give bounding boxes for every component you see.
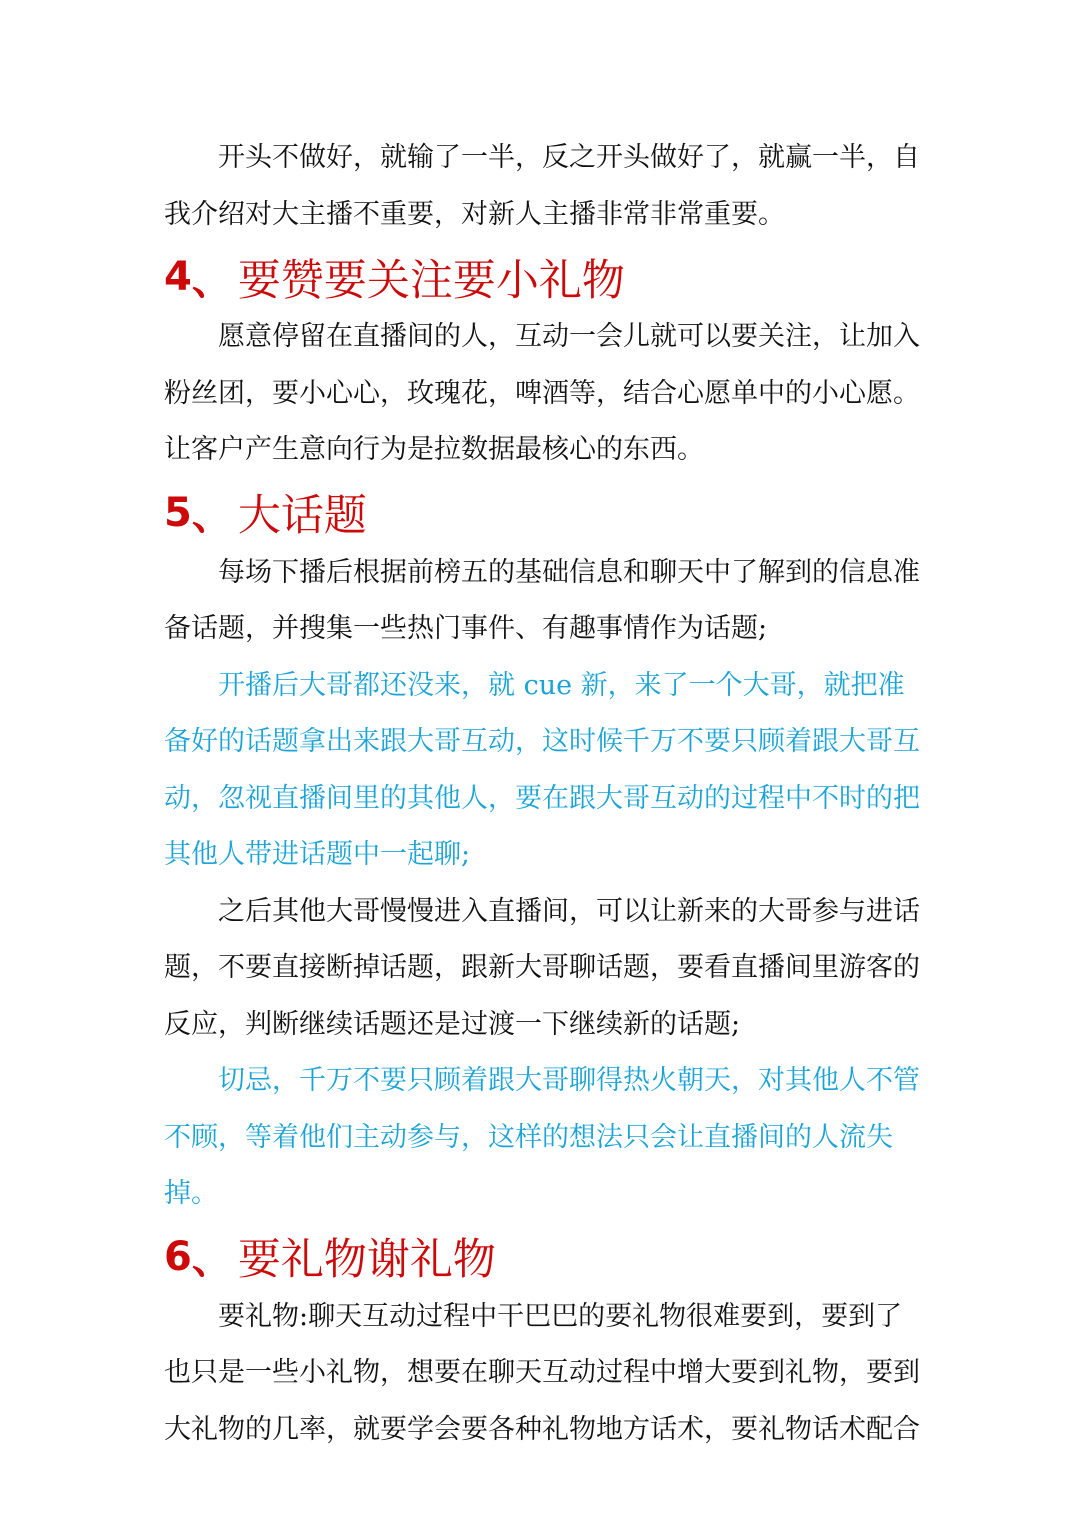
document-body	[164, 130, 920, 1458]
section-5-paragraph-2-highlight: 开播后大哥都还没来，就 cue 新，来了一个大哥，就把准备好的话题拿出来跟大哥互动，这时候千万不要只顾着跟大哥互动，忽视直播间里的其他人，要在跟大哥互动的过程中不时的把其他人带进话题中一起聊;	[164, 669, 920, 870]
section-5-paragraph-1: 每场下播后根据前榜五的基础信息和聊天中了解到的信息准备话题，并搜集一些热门事件、有趣事情作为话题;	[164, 556, 920, 644]
section-4-heading	[164, 245, 920, 309]
section-5-paragraph-3: 之后其他大哥慢慢进入直播间，可以让新来的大哥参与进话题，不要直接断掉话题，跟新大哥聊话题，要看直播间里游客的反应，判断继续话题还是过渡一下继续新的话题;	[164, 895, 920, 1040]
intro-paragraph: 开头不做好，就输了一半，反之开头做好了，就赢一半，自我介绍对大主播不重要，对新人主播非常非常重要。	[164, 142, 920, 230]
section-4-separator: 、	[191, 257, 232, 304]
section-5-separator: 、	[191, 493, 232, 539]
section-5-heading	[164, 481, 920, 545]
section-5-number: 5	[164, 489, 192, 536]
section-6-separator: 、	[191, 1237, 232, 1283]
section-6-heading	[164, 1225, 920, 1289]
section-4-paragraph: 愿意停留在直播间的人，互动一会儿就可以要关注，让加入粉丝团，要小心心，玫瑰花，啤酒等，结合心愿单中的小心愿。让客户产生意向行为是拉数据最核心的东西。	[164, 321, 920, 465]
section-6-number: 6	[164, 1233, 192, 1280]
section-6-title: 要礼物谢礼物	[237, 1235, 496, 1285]
section-6-paragraph: 要礼物:聊天互动过程中干巴巴的要礼物很难要到，要到了也只是一些小礼物，想要在聊天互动过程中增大要到礼物，要到大礼物的几率，就要学会要各种礼物地方话术，要礼物话术配合	[164, 1300, 920, 1445]
section-5-paragraph-4-highlight: 切忌，千万不要只顾着跟大哥聊得热火朝天，对其他人不管不顾，等着他们主动参与，这样的想法只会让直播间的人流失掉。	[164, 1065, 920, 1209]
section-4-number: 4	[164, 254, 192, 300]
section-5-title: 大话题	[237, 491, 367, 541]
section-4-title: 要赞要关注要小礼物	[237, 255, 625, 306]
